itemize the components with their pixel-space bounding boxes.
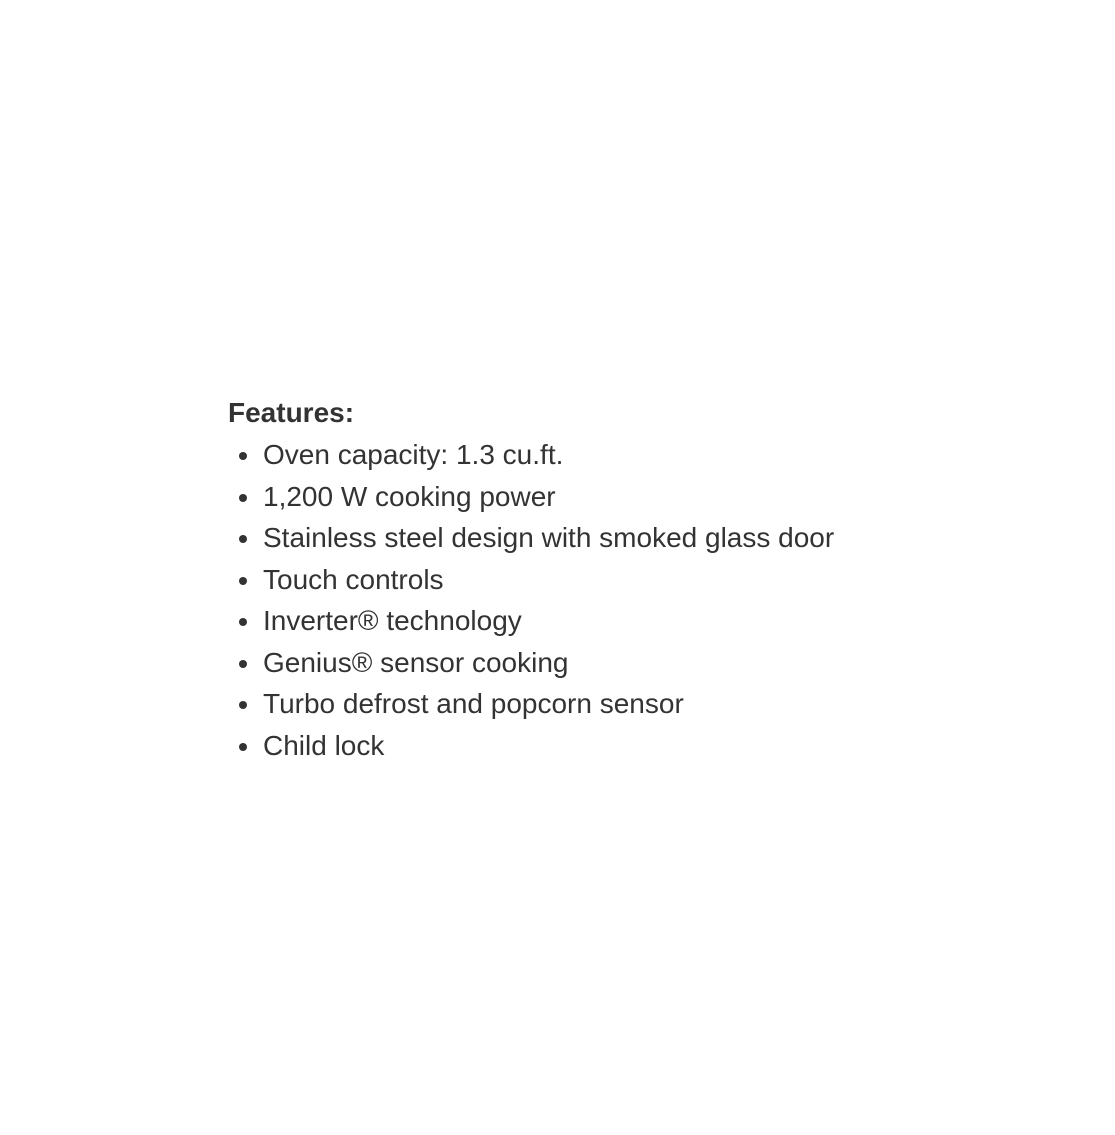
features-heading: Features: xyxy=(228,397,355,428)
feature-item xyxy=(228,476,1028,518)
bullet-icon xyxy=(239,618,247,626)
feature-item xyxy=(228,683,1028,725)
feature-text: Genius® sensor cooking xyxy=(263,646,569,678)
bullet-icon xyxy=(239,535,247,543)
bullet-icon xyxy=(239,743,247,751)
feature-item xyxy=(228,642,1028,684)
feature-text: Turbo defrost and popcorn sensor xyxy=(263,688,684,719)
feature-text: Oven capacity: 1.3 cu.ft. xyxy=(263,439,564,470)
feature-text: Child lock xyxy=(263,729,385,761)
feature-text: Inverter® technology xyxy=(263,605,522,636)
feature-item xyxy=(228,517,1028,559)
features-section xyxy=(228,394,1028,766)
feature-text: 1,200 W cooking power xyxy=(263,480,556,512)
bullet-icon xyxy=(239,660,247,668)
feature-item xyxy=(228,600,1028,642)
feature-item xyxy=(228,725,1028,767)
feature-text: Touch controls xyxy=(263,563,444,595)
feature-item xyxy=(228,434,1028,476)
bullet-icon xyxy=(239,494,247,502)
feature-item xyxy=(228,559,1028,601)
bullet-icon xyxy=(239,701,247,709)
features-list xyxy=(228,434,1028,766)
bullet-icon xyxy=(239,577,247,585)
feature-text: Stainless steel design with smoked glass door xyxy=(263,522,835,553)
bullet-icon xyxy=(239,452,247,460)
